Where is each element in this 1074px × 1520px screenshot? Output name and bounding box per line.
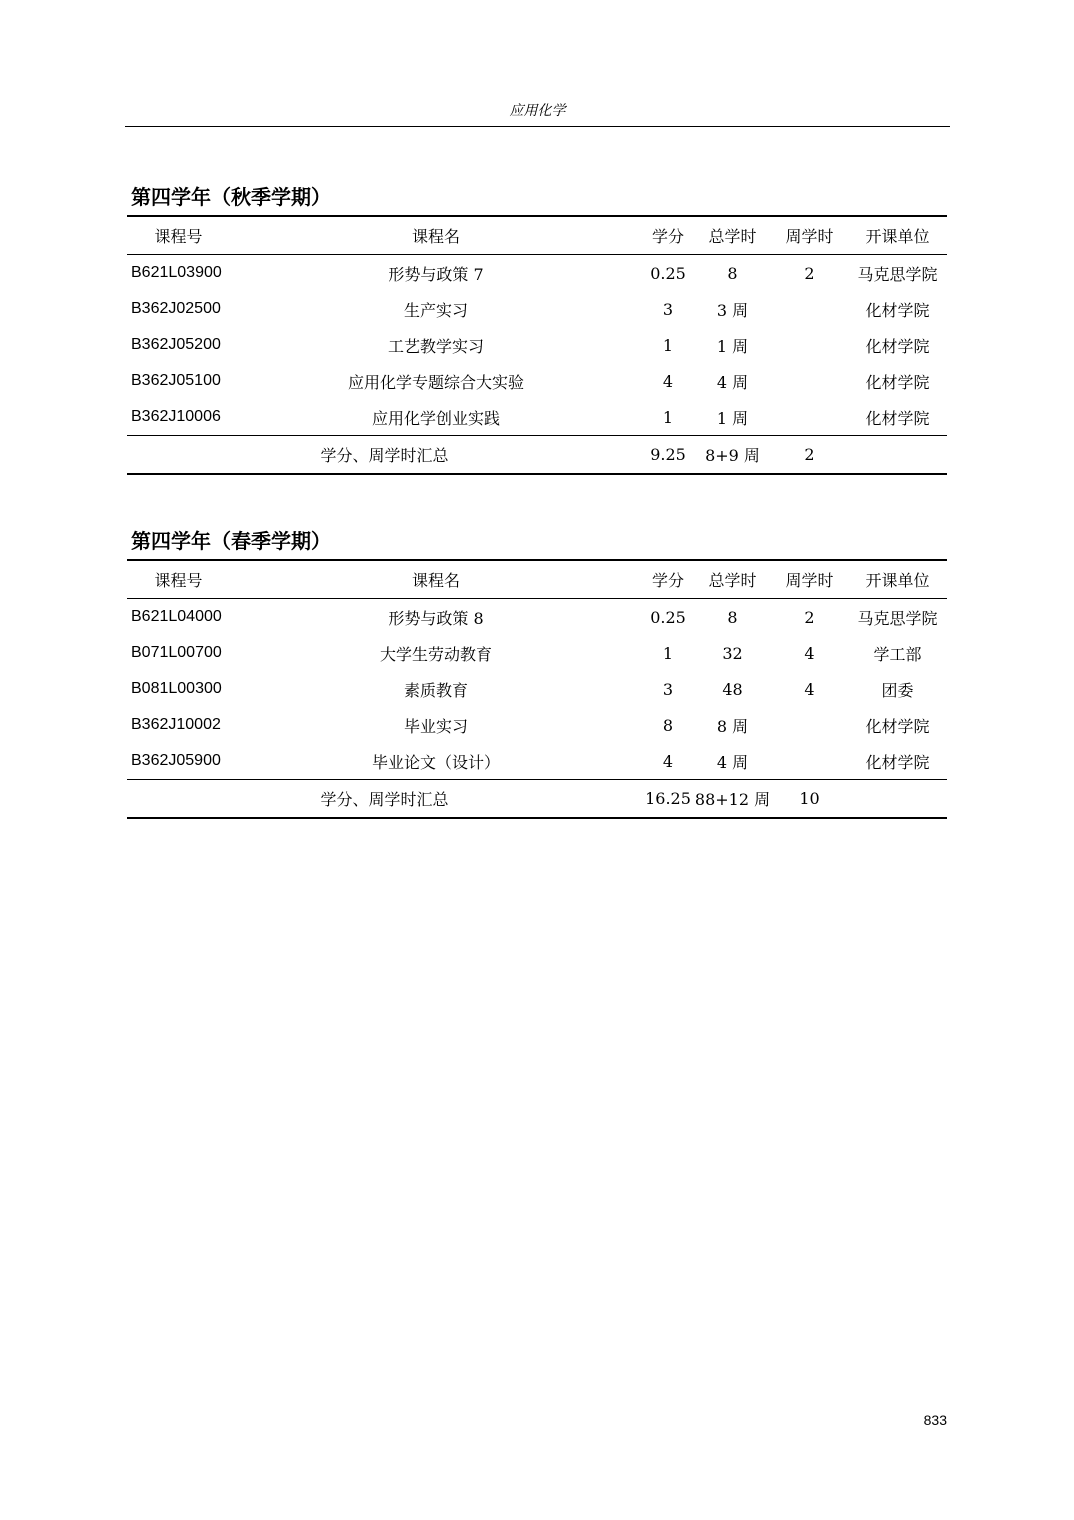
course-unit: 学工部 xyxy=(873,644,922,664)
course-credit: 4 xyxy=(662,751,674,771)
course-name: 应用化学创业实践 xyxy=(371,408,500,428)
course-unit: 马克思学院 xyxy=(857,608,938,628)
table-header-row xyxy=(127,560,947,599)
course-unit: 化材学院 xyxy=(865,300,930,320)
course-credit: 4 xyxy=(662,371,674,391)
course-credit: 8 xyxy=(662,715,674,735)
course-code: B362J10006 xyxy=(131,408,221,425)
summary-weekly-hours: 10 xyxy=(799,789,820,808)
course-credit: 1 xyxy=(662,407,674,427)
table-header-row xyxy=(127,216,947,255)
table-row xyxy=(127,671,947,707)
course-code: B362J10002 xyxy=(131,716,221,733)
table-row xyxy=(127,399,947,436)
table-row xyxy=(127,707,947,743)
course-unit: 马克思学院 xyxy=(857,264,938,284)
summary-weekly-hours: 2 xyxy=(804,445,815,464)
course-name: 生产实习 xyxy=(403,300,468,320)
page-number: 833 xyxy=(923,1412,947,1428)
summary-credit: 9.25 xyxy=(650,445,686,464)
course-name: 大学生劳动教育 xyxy=(379,644,492,664)
table-row xyxy=(127,599,947,636)
course-name: 素质教育 xyxy=(403,680,468,700)
column-header-total-hours: 总学时 xyxy=(708,227,757,246)
course-code: B621L04000 xyxy=(131,608,222,625)
summary-unit xyxy=(848,780,947,819)
course-total-hours: 3 周 xyxy=(716,300,749,320)
course-credit: 3 xyxy=(662,299,674,319)
column-header-credit: 学分 xyxy=(651,227,684,246)
course-unit: 化材学院 xyxy=(865,408,930,428)
summary-total-hours: 8+9 周 xyxy=(705,446,760,465)
table-row xyxy=(127,327,947,363)
course-code: B362J05900 xyxy=(131,752,221,769)
running-title: 应用化学 xyxy=(509,103,566,119)
course-weekly-hours xyxy=(771,327,848,363)
course-unit: 团委 xyxy=(881,680,914,700)
course-unit: 化材学院 xyxy=(865,336,930,356)
page-header xyxy=(125,100,950,127)
course-name: 工艺教学实习 xyxy=(387,336,484,356)
summary-total-hours: 88+12 周 xyxy=(694,790,771,809)
course-table-autumn xyxy=(127,215,947,475)
course-code: B071L00700 xyxy=(131,644,222,661)
column-header-unit: 开课单位 xyxy=(865,227,930,246)
section-title-spring: 第四学年（春季学期） xyxy=(131,529,331,553)
summary-row xyxy=(127,436,947,475)
course-table-spring xyxy=(127,559,947,819)
course-total-hours: 32 xyxy=(722,643,743,663)
table-row xyxy=(127,291,947,327)
course-unit: 化材学院 xyxy=(865,752,930,772)
course-weekly-hours xyxy=(771,743,848,780)
column-header-total-hours: 总学时 xyxy=(708,571,757,590)
course-name: 应用化学专题综合大实验 xyxy=(347,372,524,392)
course-credit: 3 xyxy=(662,679,674,699)
course-total-hours: 1 周 xyxy=(716,336,749,356)
course-weekly-hours: 4 xyxy=(804,643,815,663)
column-header-code: 课程号 xyxy=(154,227,203,246)
course-code: B362J02500 xyxy=(131,300,221,317)
section-title-autumn: 第四学年（秋季学期） xyxy=(131,185,331,209)
course-name: 形势与政策 8 xyxy=(388,608,484,628)
course-weekly-hours: 4 xyxy=(804,679,815,699)
column-header-code: 课程号 xyxy=(154,571,203,590)
course-total-hours: 4 周 xyxy=(716,752,749,772)
course-total-hours: 8 xyxy=(727,263,738,283)
column-header-weekly-hours: 周学时 xyxy=(785,571,834,590)
table-row xyxy=(127,363,947,399)
summary-row xyxy=(127,780,947,819)
summary-label: 学分、周学时汇总 xyxy=(320,790,449,809)
course-name: 毕业实习 xyxy=(403,716,468,736)
course-total-hours: 1 周 xyxy=(716,408,749,428)
course-name: 形势与政策 7 xyxy=(388,264,484,284)
table-row xyxy=(127,255,947,292)
course-credit: 0.25 xyxy=(650,263,686,283)
course-code: B362J05200 xyxy=(131,336,221,353)
course-total-hours: 8 周 xyxy=(716,716,749,736)
course-weekly-hours xyxy=(771,707,848,743)
course-credit: 1 xyxy=(662,643,674,663)
course-credit: 1 xyxy=(662,335,674,355)
course-total-hours: 48 xyxy=(722,679,743,699)
column-header-unit: 开课单位 xyxy=(865,571,930,590)
summary-label: 学分、周学时汇总 xyxy=(320,446,449,465)
course-code: B081L00300 xyxy=(131,680,222,697)
course-total-hours: 8 xyxy=(727,607,738,627)
column-header-credit: 学分 xyxy=(651,571,684,590)
column-header-name: 课程名 xyxy=(411,571,460,590)
course-weekly-hours: 2 xyxy=(804,263,815,283)
course-weekly-hours xyxy=(771,399,848,436)
course-total-hours: 4 周 xyxy=(716,372,749,392)
course-unit: 化材学院 xyxy=(865,716,930,736)
column-header-weekly-hours: 周学时 xyxy=(785,227,834,246)
course-unit: 化材学院 xyxy=(865,372,930,392)
table-row xyxy=(127,635,947,671)
course-name: 毕业论文（设计） xyxy=(371,752,500,772)
course-weekly-hours: 2 xyxy=(804,607,815,627)
summary-unit xyxy=(848,436,947,475)
course-credit: 0.25 xyxy=(650,607,686,627)
column-header-name: 课程名 xyxy=(411,227,460,246)
course-code: B362J05100 xyxy=(131,372,221,389)
table-row xyxy=(127,743,947,780)
course-code: B621L03900 xyxy=(131,264,222,281)
course-weekly-hours xyxy=(771,363,848,399)
summary-credit: 16.25 xyxy=(645,789,691,808)
course-weekly-hours xyxy=(771,291,848,327)
